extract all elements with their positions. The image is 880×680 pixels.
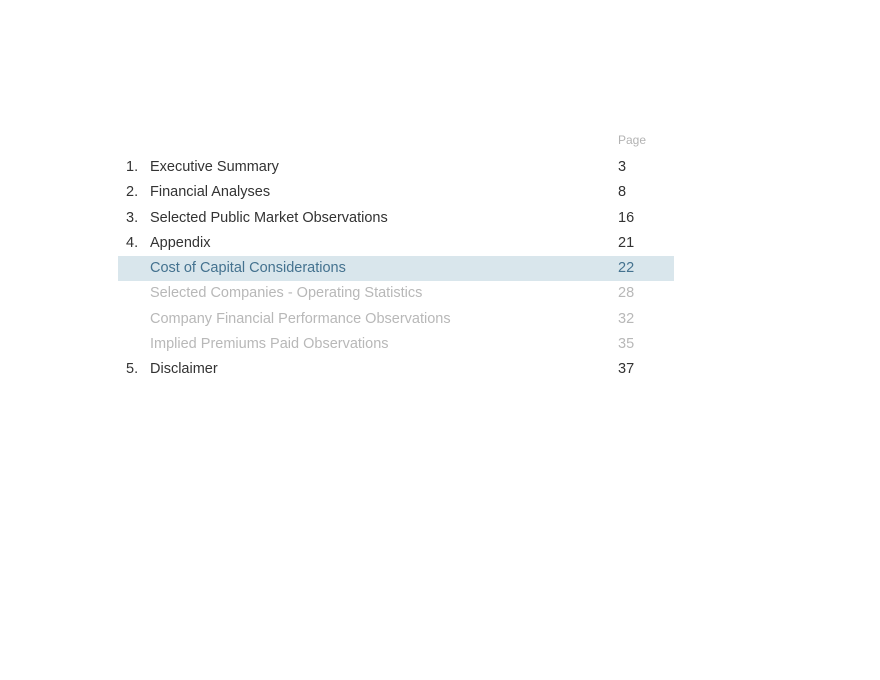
toc-item-executive-summary[interactable] bbox=[118, 155, 674, 180]
toc-item-number: 1. bbox=[126, 159, 139, 175]
toc-subitem-title: Cost of Capital Considerations bbox=[150, 260, 346, 277]
toc-item-page: 8 bbox=[618, 184, 627, 201]
toc-item-title: Financial Analyses bbox=[150, 184, 271, 201]
page-column-header bbox=[118, 130, 674, 155]
toc-subitem-page: 22 bbox=[618, 260, 635, 277]
toc-item-financial-analyses[interactable] bbox=[118, 180, 674, 205]
toc-item-page: 3 bbox=[618, 159, 627, 175]
toc-subitem-page: 28 bbox=[618, 285, 635, 302]
toc-item-public-market-observations[interactable] bbox=[118, 206, 674, 231]
toc-item-title: Disclaimer bbox=[150, 361, 218, 378]
toc-item-disclaimer[interactable] bbox=[118, 357, 674, 382]
toc-subitem-title: Selected Companies - Operating Statistics bbox=[150, 285, 423, 302]
toc-item-title: Appendix bbox=[150, 234, 211, 251]
toc-subitem-cost-of-capital[interactable] bbox=[118, 256, 674, 281]
toc-item-title: Selected Public Market Observations bbox=[150, 209, 388, 226]
toc-subitem-operating-statistics[interactable] bbox=[118, 281, 674, 306]
toc-subitem-page: 35 bbox=[618, 336, 635, 353]
toc-item-number: 4. bbox=[126, 234, 139, 251]
toc-subitem-financial-performance[interactable] bbox=[118, 307, 674, 332]
toc-item-page: 16 bbox=[618, 209, 635, 226]
toc-item-title: Executive Summary bbox=[150, 159, 279, 175]
toc-item-number: 3. bbox=[126, 209, 139, 226]
toc-subitem-page: 32 bbox=[618, 310, 635, 327]
toc-item-page: 37 bbox=[618, 361, 635, 378]
toc-item-appendix[interactable] bbox=[118, 231, 674, 256]
toc-subitem-implied-premiums[interactable] bbox=[118, 332, 674, 357]
toc-item-number: 5. bbox=[126, 361, 139, 378]
table-of-contents bbox=[118, 130, 674, 383]
toc-subitem-title: Implied Premiums Paid Observations bbox=[150, 336, 389, 353]
toc-item-number: 2. bbox=[126, 184, 139, 201]
toc-subitem-title: Company Financial Performance Observations bbox=[150, 310, 451, 327]
page-header-label: Page bbox=[618, 133, 647, 147]
toc-item-page: 21 bbox=[618, 234, 635, 251]
